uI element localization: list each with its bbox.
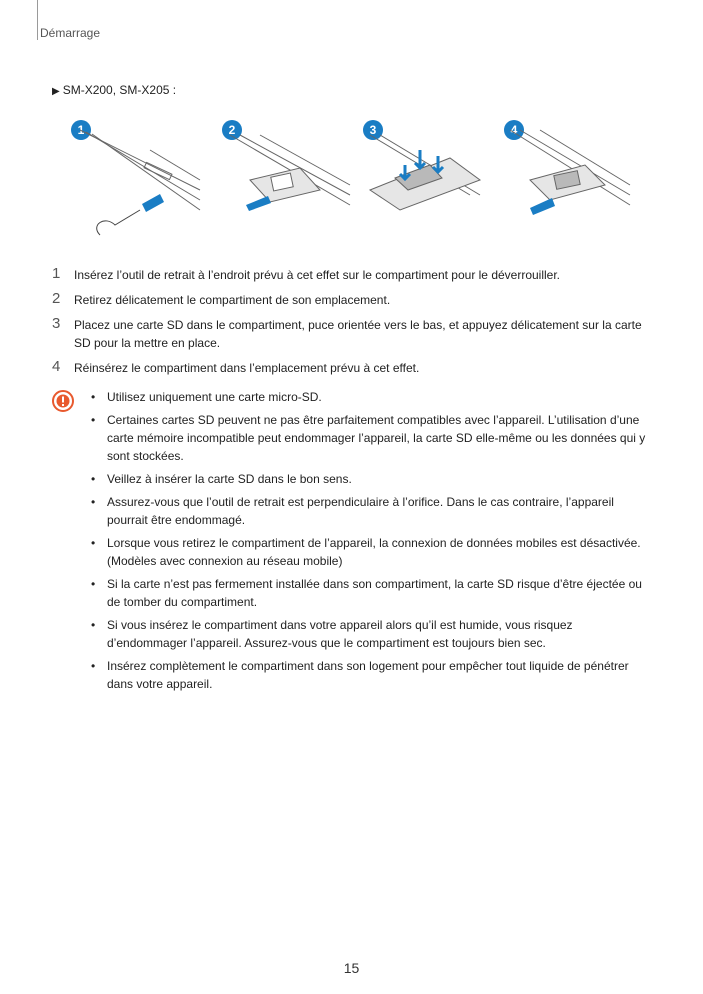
play-arrow-icon: ▶ <box>52 86 60 97</box>
illustration-step-1-badge: 1 <box>71 120 91 140</box>
header-divider <box>37 0 38 40</box>
panel-3-card-placement <box>370 135 480 210</box>
illustration-step-4-badge: 4 <box>504 120 524 140</box>
model-heading-text: SM-X200, SM-X205 : <box>62 83 177 97</box>
instruction-steps <box>52 266 652 384</box>
warning-icon <box>52 390 74 412</box>
step-text: Réinsérez le compartiment dans l’emplacement prévu à cet effet. <box>74 361 420 375</box>
warning-item: • Veillez à insérer la carte SD dans le bon sens. <box>107 470 652 488</box>
panel-1-ejection-pin <box>80 130 200 235</box>
tray-diagram <box>60 110 640 260</box>
panel-2-tray-removed <box>230 135 350 211</box>
warning-item: • Lorsque vous retirez le compartiment de l’appareil, la connexion de données mobiles est désactivée. (Modèles avec connexion au réseau mobile) <box>107 534 652 570</box>
page-number: 15 <box>343 960 360 976</box>
warning-item: • Si vous insérez le compartiment dans votre appareil alors qu’il est humide, vous risquez d’endommager l’appareil. Assurez-vous que le compartiment est toujours bien sec. <box>107 616 652 652</box>
panel-4-tray-reinserted <box>510 130 630 215</box>
step-text: Placez une carte SD dans le compartiment, puce orientée vers le bas, et appuyez délicatement sur la carte SD pour la mettre en place. <box>74 318 642 350</box>
warning-list <box>52 388 652 693</box>
warning-item: • Assurez-vous que l’outil de retrait est perpendiculaire à l’orifice. Dans le cas contraire, l’appareil pourrait être endommagé. <box>107 493 652 529</box>
step-text: Insérez l’outil de retrait à l’endroit prévu à cet effet sur le compartiment pour le déverrouiller. <box>74 268 561 282</box>
section-title: Démarrage <box>40 26 101 40</box>
model-heading <box>52 83 176 97</box>
warning-notice <box>52 388 652 698</box>
illustration-step-3-badge: 3 <box>363 120 383 140</box>
step-text: Retirez délicatement le compartiment de son emplacement. <box>74 293 391 307</box>
step-item <box>52 266 652 284</box>
step-number: 4 <box>52 358 61 375</box>
tray-illustration <box>60 110 640 260</box>
warning-item: • Utilisez uniquement une carte micro-SD. <box>107 388 652 406</box>
step-number: 3 <box>52 315 61 332</box>
step-item <box>52 316 652 352</box>
warning-item: • Si la carte n’est pas fermement installée dans son compartiment, la carte SD risque d’être éjectée ou de tomber du compartiment. <box>107 575 652 611</box>
step-item <box>52 291 652 309</box>
step-number: 1 <box>52 265 61 282</box>
warning-item: • Certaines cartes SD peuvent ne pas être parfaitement compatibles avec l’appareil. L’utilisation d’une carte mémoire incompatible peut endommager l’appareil, la carte SD elle-même ou les données qui y sont stockées. <box>107 411 652 465</box>
step-item <box>52 359 652 377</box>
step-number: 2 <box>52 290 61 307</box>
illustration-step-2-badge: 2 <box>222 120 242 140</box>
warning-item: • Insérez complètement le compartiment dans son logement pour empêcher tout liquide de pénétrer dans votre appareil. <box>107 657 652 693</box>
